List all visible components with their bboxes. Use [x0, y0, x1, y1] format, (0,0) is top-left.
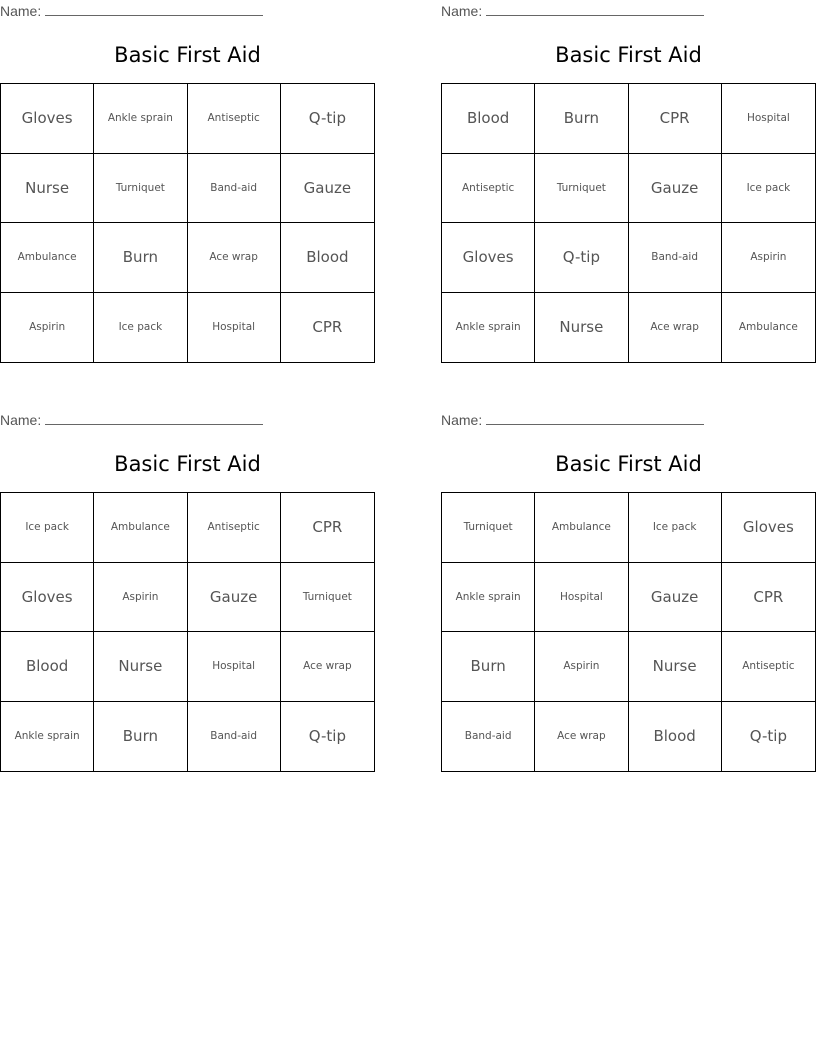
- bingo-cell: Blood: [442, 84, 535, 154]
- bingo-cell: Q-tip: [535, 223, 628, 293]
- bingo-cell: Antiseptic: [442, 154, 535, 224]
- name-blank: [45, 412, 263, 425]
- bingo-cell: Antiseptic: [188, 84, 281, 154]
- card-title: Basic First Aid: [114, 452, 261, 476]
- bingo-cell: Blood: [629, 702, 722, 772]
- bingo-cell: Turniquet: [94, 154, 187, 224]
- bingo-cell: Ice pack: [722, 154, 815, 224]
- card-title: Basic First Aid: [114, 43, 261, 67]
- bingo-cell: CPR: [629, 84, 722, 154]
- bingo-cell: Ace wrap: [188, 223, 281, 293]
- bingo-cell: Gauze: [629, 154, 722, 224]
- bingo-cell: Antiseptic: [722, 632, 815, 702]
- bingo-cell: Q-tip: [749, 727, 787, 746]
- bingo-cell: Gauze: [629, 563, 722, 633]
- bingo-cell: Gloves: [1, 563, 94, 633]
- bingo-cell: Blood: [281, 223, 374, 293]
- bingo-grid: [441, 492, 816, 772]
- bingo-cell: CPR: [312, 318, 343, 337]
- bingo-cell: Gauze: [188, 563, 281, 633]
- name-label: Name:: [441, 412, 483, 428]
- card-title: Basic First Aid: [555, 43, 702, 67]
- bingo-card-1: [0, 0, 375, 370]
- bingo-cell: Ankle sprain: [1, 702, 94, 772]
- bingo-cell: Turniquet: [281, 563, 374, 633]
- name-label: Name:: [441, 3, 483, 19]
- bingo-cell: Aspirin: [535, 632, 628, 702]
- bingo-cell: Aspirin: [94, 563, 187, 633]
- bingo-cell: Band-aid: [629, 223, 722, 293]
- bingo-cell: Gauze: [281, 154, 374, 224]
- bingo-cell: Hospital: [535, 563, 628, 633]
- bingo-cell: Gloves: [722, 493, 815, 563]
- bingo-grid: [0, 83, 375, 363]
- bingo-cell: Turniquet: [535, 154, 628, 224]
- name-line: [441, 411, 704, 429]
- bingo-cell: Band-aid: [442, 702, 535, 772]
- bingo-cell: Burn: [94, 223, 187, 293]
- bingo-cell: Aspirin: [1, 293, 94, 363]
- bingo-cell: Ice pack: [1, 493, 94, 563]
- bingo-cell: Hospital: [188, 293, 281, 363]
- bingo-cell: Antiseptic: [188, 493, 281, 563]
- bingo-cell: Ambulance: [535, 493, 628, 563]
- name-line: [0, 411, 263, 429]
- name-label: Name:: [0, 3, 42, 19]
- bingo-cell: Gloves: [1, 84, 94, 154]
- bingo-cell: Nurse: [535, 293, 628, 363]
- bingo-cell: Aspirin: [722, 223, 815, 293]
- bingo-cell: Ambulance: [1, 223, 94, 293]
- bingo-cell: CPR: [722, 563, 815, 633]
- bingo-cell: Q-tip: [281, 84, 374, 154]
- bingo-cell: Hospital: [722, 84, 815, 154]
- bingo-grid: [0, 492, 375, 772]
- bingo-cell: Ice pack: [94, 293, 187, 363]
- bingo-cell: Nurse: [629, 632, 722, 702]
- bingo-cell: Ice pack: [629, 493, 722, 563]
- bingo-grid: [441, 83, 816, 363]
- bingo-cell: Burn: [94, 702, 187, 772]
- bingo-cell: Burn: [442, 632, 535, 702]
- bingo-cell: Gloves: [442, 223, 535, 293]
- bingo-cell: CPR: [281, 493, 374, 563]
- bingo-cell: Band-aid: [188, 154, 281, 224]
- bingo-cell: Ace wrap: [281, 632, 374, 702]
- name-line: [0, 2, 263, 20]
- name-blank: [486, 412, 704, 425]
- bingo-cell: Ankle sprain: [94, 84, 187, 154]
- bingo-cell: Ambulance: [738, 321, 798, 334]
- bingo-card-4: [441, 409, 816, 779]
- bingo-cell: Hospital: [188, 632, 281, 702]
- bingo-card-3: [0, 409, 375, 779]
- bingo-card-2: [441, 0, 816, 370]
- card-title: Basic First Aid: [555, 452, 702, 476]
- bingo-cell: Nurse: [94, 632, 187, 702]
- name-line: [441, 2, 704, 20]
- bingo-cell: Q-tip: [308, 727, 346, 746]
- bingo-cell: Nurse: [1, 154, 94, 224]
- bingo-cell: Ankle sprain: [442, 563, 535, 633]
- bingo-cell: Turniquet: [442, 493, 535, 563]
- bingo-cell: Ambulance: [94, 493, 187, 563]
- bingo-cell: Blood: [1, 632, 94, 702]
- bingo-cell: Ace wrap: [629, 293, 722, 363]
- name-blank: [45, 3, 263, 16]
- bingo-cell: Ankle sprain: [442, 293, 535, 363]
- name-blank: [486, 3, 704, 16]
- bingo-cell: Burn: [535, 84, 628, 154]
- bingo-cell: Ace wrap: [535, 702, 628, 772]
- name-label: Name:: [0, 412, 42, 428]
- bingo-cell: Band-aid: [188, 702, 281, 772]
